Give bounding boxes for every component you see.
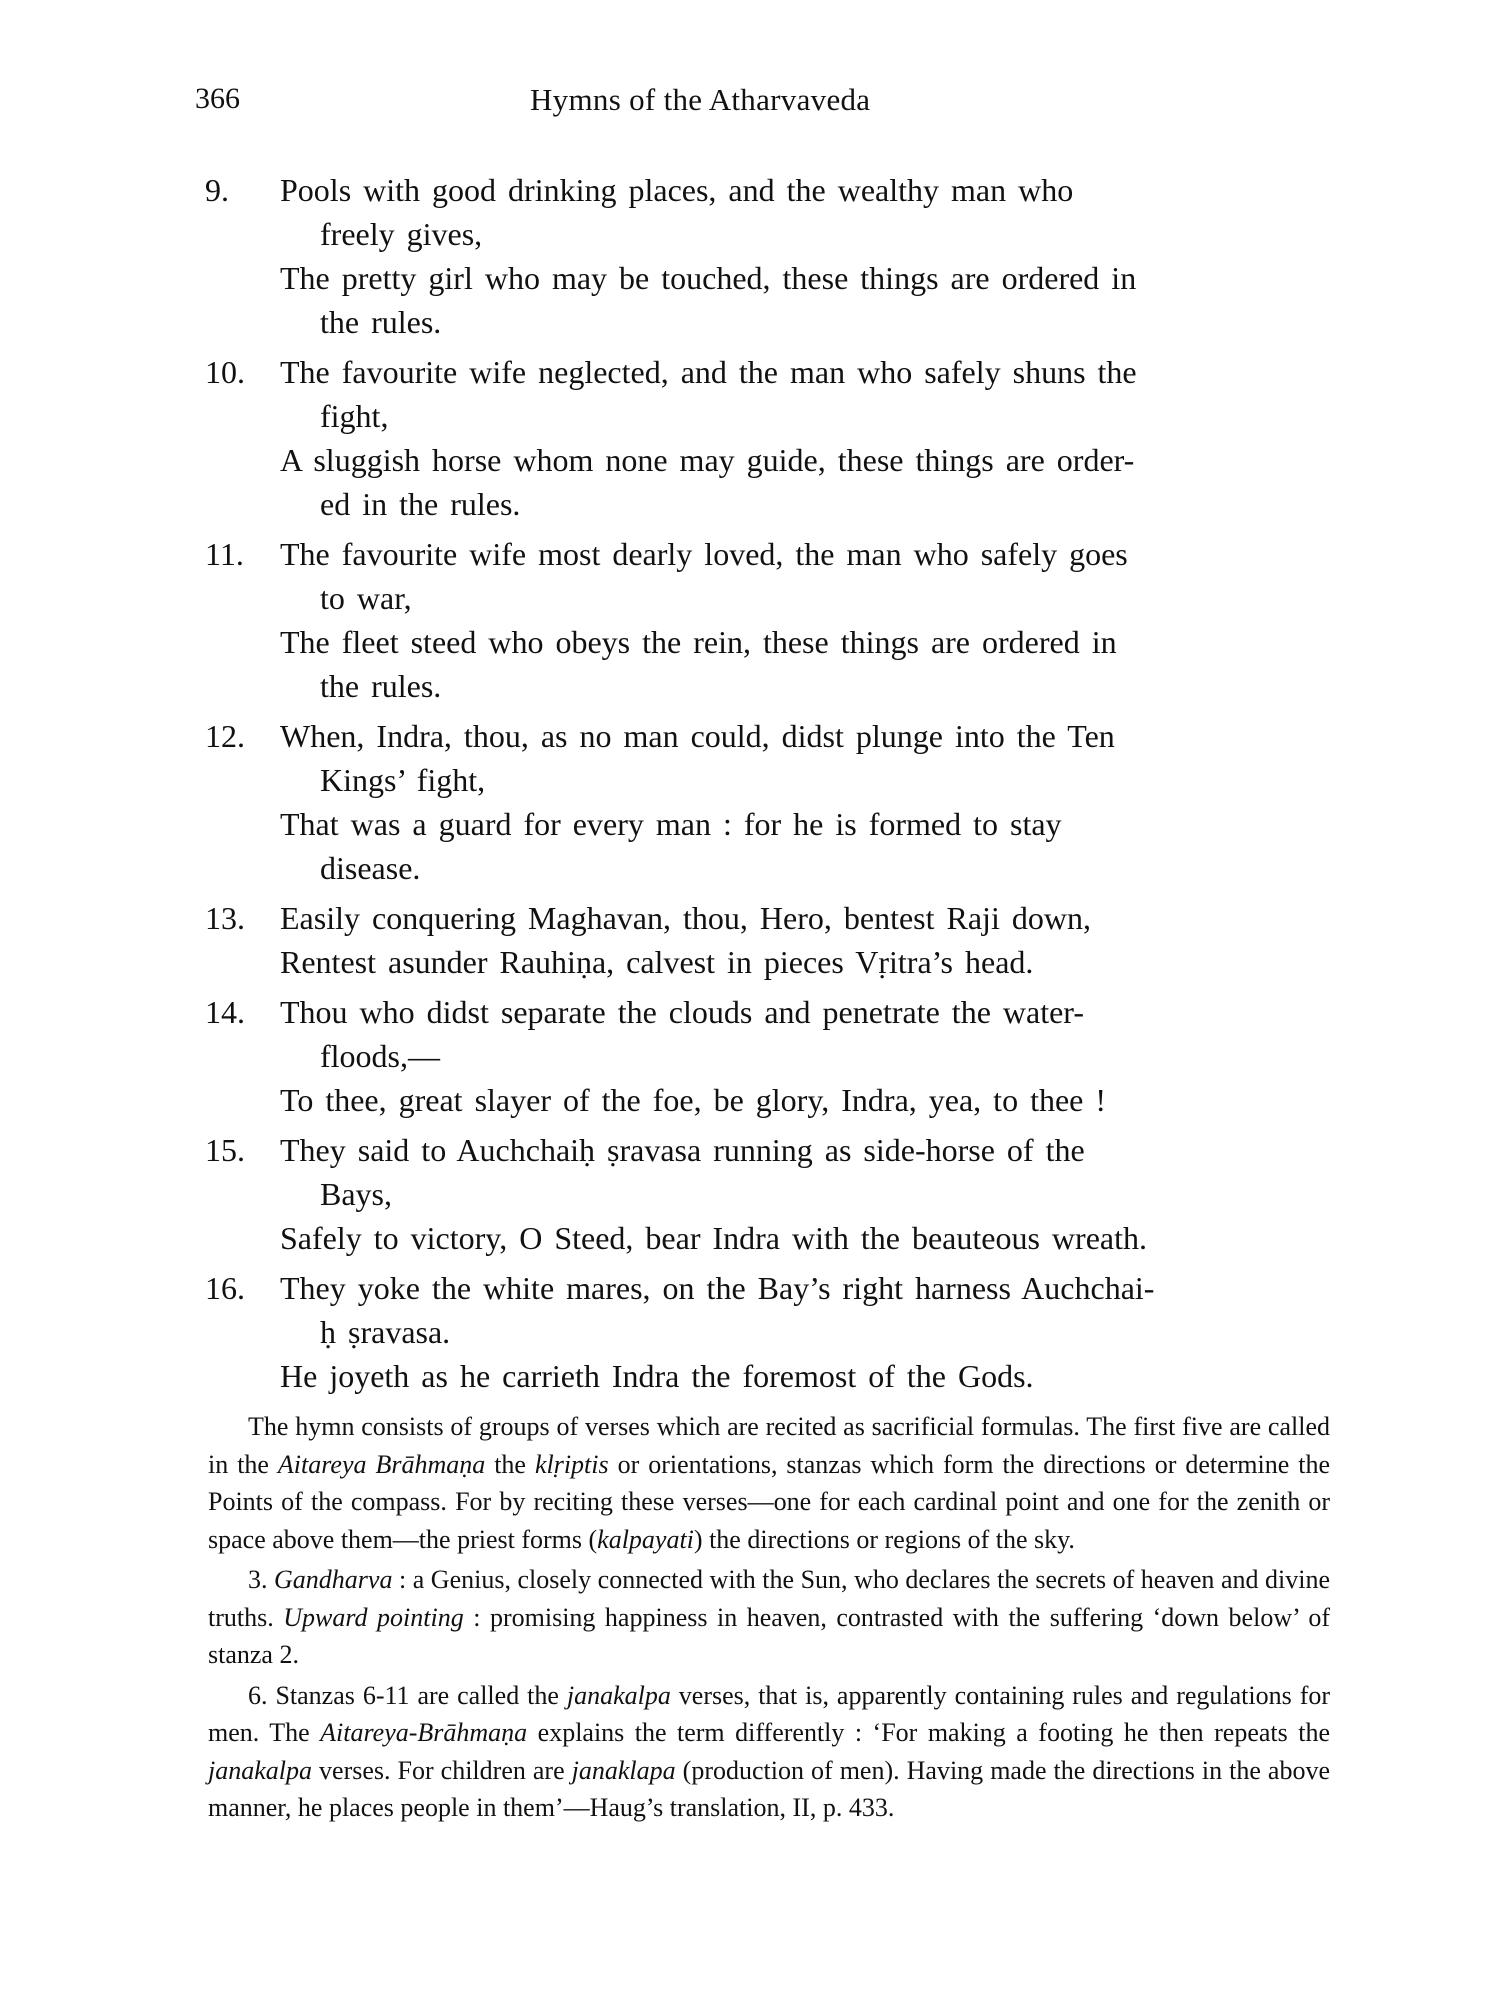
verse-line: ed in the rules. xyxy=(320,486,521,522)
running-title: Hymns of the Atharvaveda xyxy=(530,82,871,117)
verse-16 xyxy=(205,1266,1325,1398)
verse-line: freely gives, xyxy=(320,216,483,252)
verse-line: Easily conquering Maghavan, thou, Hero, bentest Raji down, xyxy=(280,900,1091,936)
verse-14 xyxy=(205,990,1325,1122)
verse-number: 13. xyxy=(205,900,245,936)
verse-line: The favourite wife most dearly loved, the man who safely goes xyxy=(280,536,1128,572)
note-text: (production of men). Having made the directions in the above manner, he places people in them’—Haug’s translation, II, p. 433. xyxy=(208,1755,1330,1822)
verse-line: The pretty girl who may be touched, these things are ordered in xyxy=(280,260,1137,296)
page-number: 366 xyxy=(195,82,240,115)
verse-line: Safely to victory, O Steed, bear Indra with the beauteous wreath. xyxy=(280,1220,1147,1256)
verse-9 xyxy=(205,168,1325,344)
verse-number: 16. xyxy=(205,1270,245,1306)
note-text: ) the directions or regions of the sky. xyxy=(693,1524,1075,1554)
verse-line: Bays, xyxy=(320,1176,392,1212)
verse-line: Pools with good drinking places, and the wealthy man who xyxy=(280,172,1074,208)
verse-line: Thou who didst separate the clouds and penetrate the water- xyxy=(280,994,1084,1030)
verse-line: When, Indra, thou, as no man could, didst plunge into the Ten xyxy=(280,718,1115,754)
note-text: verses, that is, apparently containing rules and regulations for men. The xyxy=(208,1680,1331,1747)
note-text: : a Genius, closely connected with the Sun, who declares the secrets of heaven and divine truths. xyxy=(208,1565,1330,1632)
note-number: 3. xyxy=(248,1565,275,1594)
note-text: verses. For children are xyxy=(312,1755,572,1785)
note-italic: janaklapa xyxy=(571,1755,676,1785)
note-italic: Aitareya-Brāhmaṇa xyxy=(320,1718,528,1747)
verse-number: 12. xyxy=(205,718,245,754)
note-paragraph-3 xyxy=(208,1561,1330,1674)
verse-number: 9. xyxy=(205,172,229,208)
verse-13 xyxy=(205,896,1325,984)
verse-line: A sluggish horse whom none may guide, these things are order- xyxy=(280,442,1135,478)
note-italic: kalpayati xyxy=(597,1524,694,1554)
verse-12 xyxy=(205,714,1325,890)
note-text: or orientations, stanzas which form the directions or determine the Points of the compass. For by reciting these verses—one for each cardinal point and one for the zenith or space above them—the priest forms ( xyxy=(208,1449,1330,1554)
note-text: explains the term differently : ‘For making a footing he then repeats the xyxy=(527,1718,1330,1747)
note-paragraph-intro xyxy=(208,1408,1330,1558)
page-header xyxy=(195,82,995,132)
verse-line: Rentest asunder Rauhiṇa, calvest in pieces Vṛitra’s head. xyxy=(280,944,1034,980)
verse-line: To thee, great slayer of the foe, be glory, Indra, yea, to thee ! xyxy=(280,1082,1107,1118)
verse-line: He joyeth as he carrieth Indra the foremost of the Gods. xyxy=(280,1358,1034,1394)
note-italic: Gandharva xyxy=(274,1565,393,1594)
note-italic: janakalpa xyxy=(208,1755,312,1785)
verse-number: 15. xyxy=(205,1132,245,1168)
verse-number: 11. xyxy=(205,536,244,572)
verse-line: That was a guard for every man : for he is formed to stay xyxy=(280,806,1062,842)
verse-line: They said to Auchchaiḥ ṣravasa running as side-horse of the xyxy=(280,1132,1085,1168)
note-italic: klṛiptis xyxy=(534,1449,609,1479)
verse-line: to war, xyxy=(320,580,412,616)
verse-line: the rules. xyxy=(320,668,442,704)
verse-line: ḥ ṣravasa. xyxy=(320,1314,451,1350)
note-text: the xyxy=(485,1449,535,1479)
verse-number: 10. xyxy=(205,354,245,390)
note-paragraph-6 xyxy=(208,1677,1330,1827)
note-text: The hymn consists of groups of verses which are recited as sacrificial formulas. The first five are called in the xyxy=(208,1412,1330,1479)
verse-line: floods,— xyxy=(320,1038,440,1074)
verse-line: the rules. xyxy=(320,304,442,340)
verse-15 xyxy=(205,1128,1325,1260)
verse-line: Kings’ fight, xyxy=(320,762,486,798)
note-text: : promising happiness in heaven, contrasted with the suffering ‘down below’ of stanza 2. xyxy=(208,1602,1330,1669)
verse-line: disease. xyxy=(320,850,421,886)
note-italic: janakalpa xyxy=(566,1680,671,1710)
note-italic: Upward pointing xyxy=(283,1602,464,1632)
note-text: Stanzas 6-11 are called the xyxy=(275,1680,567,1710)
verse-11 xyxy=(205,532,1325,708)
note-number: 6. xyxy=(248,1680,276,1710)
verse-line: They yoke the white mares, on the Bay’s right harness Auchchai- xyxy=(280,1270,1155,1306)
verse-number: 14. xyxy=(205,994,245,1030)
verse-10 xyxy=(205,350,1325,526)
commentary-notes xyxy=(208,1408,1330,1830)
note-italic: Aitareya Brāhmaṇa xyxy=(277,1449,486,1479)
verse-line: The fleet steed who obeys the rein, these things are ordered in xyxy=(280,624,1117,660)
verse-list xyxy=(205,168,1325,1404)
verse-line: fight, xyxy=(320,398,389,434)
verse-line: The favourite wife neglected, and the man who safely shuns the xyxy=(280,354,1137,390)
